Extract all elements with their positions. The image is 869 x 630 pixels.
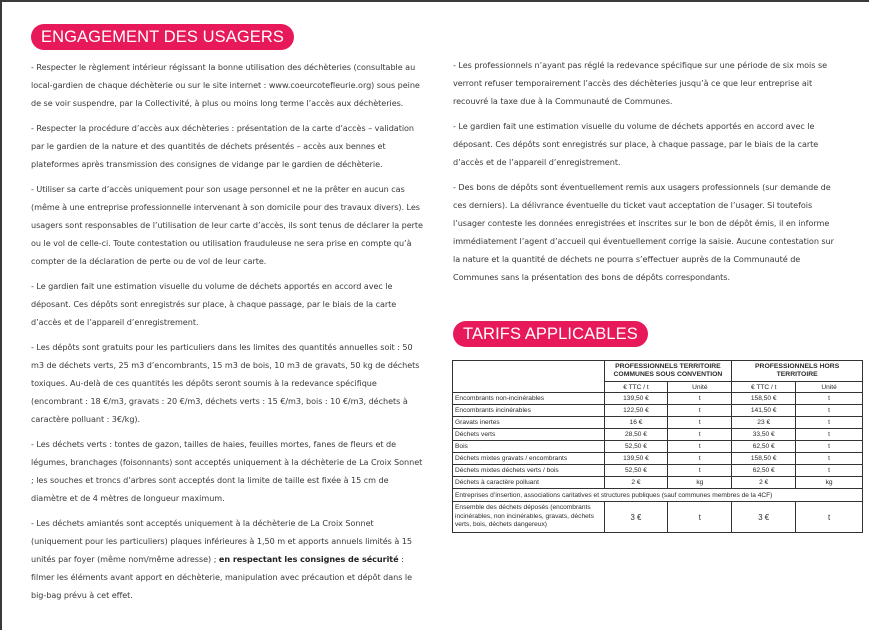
hors-territoire-price: 62,50 € (732, 441, 796, 453)
territoire-unit: t (668, 393, 732, 405)
tarifs-table (452, 360, 863, 533)
paragraph-carte-acces: - Utiliser sa carte d’accès uniquement pour son usage personnel et ne la prêter en aucun cas (même à une entreprise professionnelle intervenant à son domicile pour des travaux divers). Les usagers sont responsables de l’utilisation de leur carte d’accès, ils sont tenus de déclarer la perte ou le vol de celle-ci. Toute contestation ou utilisation frauduleuse ne sera prise en compte qu’à compter de la déclaration de perte ou de vol de leur carte. (31, 184, 423, 266)
row-label: Gravats inertes (453, 417, 605, 429)
row-label: Encombrants non-incinérables (453, 393, 605, 405)
paragraph-amiante (31, 514, 423, 604)
paragraph-professionnels: - Les professionnels n’ayant pas réglé la redevance spécifique sur une période de six mois se verront refuser temporairement l’accès des déchèteries jusqu’à ce que leur entreprise ait recouvré la taxe due à la Communauté de Communes. (453, 60, 828, 106)
table-header-row (453, 361, 863, 382)
territoire-price: 28,50 € (604, 429, 668, 441)
row-label: Bois (453, 441, 605, 453)
hors-territoire-price: 33,50 € (732, 429, 796, 441)
paragraph-dechets-verts: - Les déchets verts : tontes de gazon, tailles de haies, feuilles mortes, fanes de fleurs et de légumes, branchages (foisonnants) sont acceptés uniquement à la déchèterie de La Croix Sonnet ; les souches et troncs d’arbres sont acceptés dont la limite de taille est fixée à 15 cm de diamètre et de 4 mètres de longueur maximum. (31, 439, 423, 503)
table-row (453, 453, 863, 465)
hors-territoire-unit: t (796, 429, 863, 441)
header-territoire: PROFESSIONNELS TERRITOIRE COMMUNES SOUS CONVENTION (604, 361, 732, 382)
special-row-territoire-unit: t (668, 502, 732, 533)
table-row (453, 477, 863, 489)
row-label: Déchets mixtes déchets verts / bois (453, 465, 605, 477)
hors-territoire-price: 23 € (732, 417, 796, 429)
territoire-price: 52,50 € (604, 441, 668, 453)
subheader-price: € TTC / t (604, 382, 668, 393)
territoire-unit: t (668, 453, 732, 465)
row-label: Déchets à caractère polluant (453, 477, 605, 489)
hors-territoire-unit: t (796, 417, 863, 429)
hors-territoire-unit: kg (796, 477, 863, 489)
territoire-price: 139,50 € (604, 453, 668, 465)
amiante-text: - Les déchets amiantés sont acceptés uniquement à la déchèterie de La Croix Sonnet (uniquement pour les particuliers) plaques inférieures à 1,50 m et apports annuels limités à 15 unités par foyer (même nom/même adresse) ; (31, 518, 412, 564)
header-hors-territoire: PROFESSIONNELS HORS TERRITOIRE (732, 361, 863, 382)
paragraph-reglement: - Respecter le règlement intérieur régissant la bonne utilisation des déchèteries (consultable au local-gardien de chaque déchèterie ou sur le site internet : www.coeurcotefleurie.org) sous peine de se voir suspendre, par la Collectivité, à plus ou moins long terme l’accès aux déchèteries. (31, 62, 420, 108)
special-row-label: Ensemble des déchets déposés (encombrants incinérables, non incinérables, gravats, déchets verts, bois, déchets dangereux) (453, 502, 605, 533)
paragraph-bons-depots: - Des bons de dépôts sont éventuellement remis aux usagers professionnels (sur demande de ces derniers). La délivrance éventuelle du ticket vaut acceptation de l’usager. Si toutefois l’usager conteste les données enregistrées et inscrites sur le bon de dépôt émis, il en informe immédiatement l’agent d’accueil qui éventuellement corrige la saisie. Aucune contestation sur la nature et la quantité de déchets ne pourra s’effectuer auprès de la Communauté de Communes sans la présentation des bons de dépôts correspondants. (453, 182, 834, 282)
engagement-right-column (453, 56, 838, 293)
tarif-rows (453, 393, 863, 489)
hors-territoire-price: 62,50 € (732, 465, 796, 477)
hors-territoire-unit: t (796, 465, 863, 477)
hors-territoire-price: 141,50 € (732, 405, 796, 417)
territoire-price: 16 € (604, 417, 668, 429)
territoire-unit: t (668, 465, 732, 477)
subheader-price: € TTC / t (732, 382, 796, 393)
special-row-territoire-price: 3 € (604, 502, 668, 533)
territoire-price: 139,50 € (604, 393, 668, 405)
territoire-price: 2 € (604, 477, 668, 489)
territoire-price: 52,50 € (604, 465, 668, 477)
table-row (453, 393, 863, 405)
table-row (453, 465, 863, 477)
table-row (453, 429, 863, 441)
special-section-row (453, 489, 863, 502)
territoire-unit: t (668, 441, 732, 453)
hors-territoire-price: 158,50 € (732, 393, 796, 405)
special-row (453, 502, 863, 533)
empty-header-cell (453, 361, 605, 393)
special-row-hors-unit: t (796, 502, 863, 533)
row-label: Déchets mixtes gravats / encombrants (453, 453, 605, 465)
hors-territoire-unit: t (796, 441, 863, 453)
table-row (453, 441, 863, 453)
tarifs-section-title: TARIFS APPLICABLES (453, 321, 648, 347)
amiante-text-end: : filmer les éléments avant apport en déchèterie, manipulation avec précaution et dépôt dans le big-bag prévu à cet effet. (31, 554, 413, 600)
special-row-hors-price: 3 € (732, 502, 796, 533)
territoire-price: 122,50 € (604, 405, 668, 417)
table-row (453, 417, 863, 429)
subheader-unit: Unité (668, 382, 732, 393)
territoire-unit: kg (668, 477, 732, 489)
subheader-unit: Unité (796, 382, 863, 393)
row-label: Encombrants incinérables (453, 405, 605, 417)
hors-territoire-unit: t (796, 453, 863, 465)
hors-territoire-price: 2 € (732, 477, 796, 489)
row-label: Déchets verts (453, 429, 605, 441)
paragraph-estimation: - Le gardien fait une estimation visuelle du volume de déchets apportés en accord avec le déposant. Ces dépôts sont enregistrés sur place, à chaque passage, par le biais de la carte d’accès et de l’appareil d’enregistrement. (31, 281, 397, 327)
amiante-bold-warning: en respectant les consignes de sécurité (218, 554, 399, 564)
paragraph-depots-gratuits: - Les dépôts sont gratuits pour les particuliers dans les limites des quantités annuelles soit : 50 m3 de déchets verts, 25 m3 d’encombrants, 15 m3 de bois, 10 m3 de gravats, 50 kg de déchets toxiques. Au-delà de ces quantités les dépôts seront soumis à la redevance spécifique (encombrant : 18 €/m3, gravats : 20 €/m3, déchets verts : 15 €/m3, bois : 10 €/m3, déchets à caractère polluant : 3€/kg). (31, 342, 420, 424)
special-section-label: Entreprises d’insertion, associations caritatives et structures publiques (sauf communes membres de la 4CF) (453, 489, 863, 502)
hors-territoire-unit: t (796, 393, 863, 405)
paragraph-procedure: - Respecter la procédure d’accès aux déchèteries : présentation de la carte d’accès – validation par le gardien de la nature et des quantités de déchets présentés – accès aux bennes et plateformes après transmission des consignes de vidange par le gardien de déchèterie. (31, 123, 415, 169)
table-row (453, 405, 863, 417)
territoire-unit: t (668, 417, 732, 429)
engagement-left-column (31, 58, 423, 611)
hors-territoire-unit: t (796, 405, 863, 417)
hors-territoire-price: 158,50 € (732, 453, 796, 465)
territoire-unit: t (668, 429, 732, 441)
paragraph-estimation-pro: - Le gardien fait une estimation visuelle du volume de déchets apportés en accord avec le déposant. Ces dépôts sont enregistrés sur place, à chaque passage, par le biais de la carte d’accès et de l’appareil d’enregistrement. (453, 121, 819, 167)
territoire-unit: t (668, 405, 732, 417)
engagement-section-title: ENGAGEMENT DES USAGERS (31, 24, 294, 50)
